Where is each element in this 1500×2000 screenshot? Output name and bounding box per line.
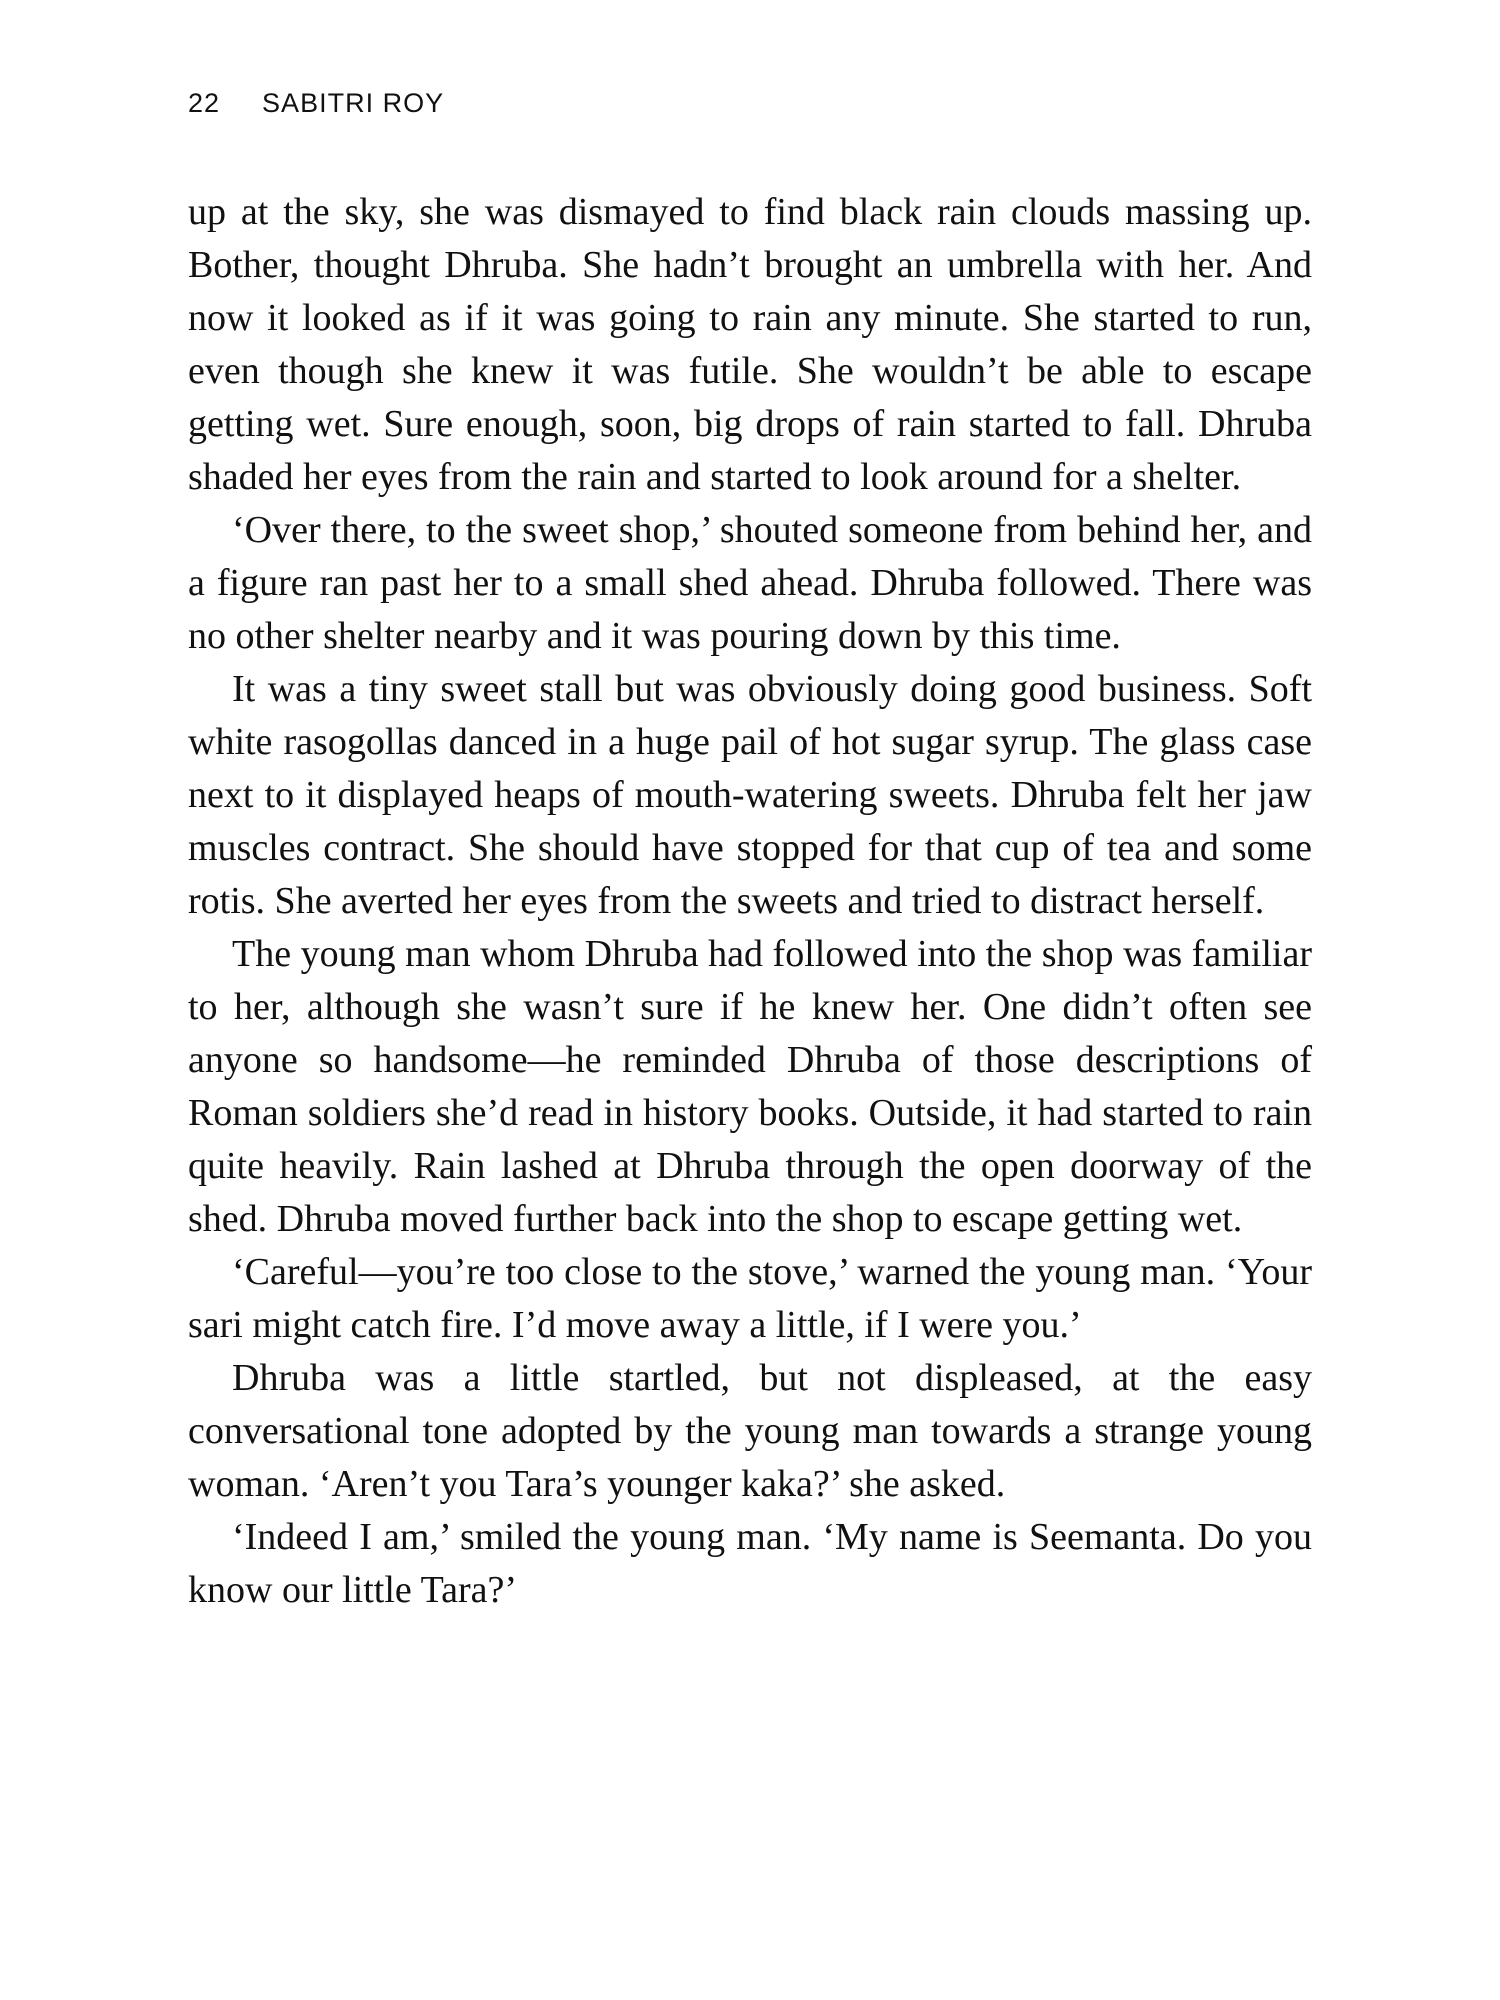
running-head bbox=[188, 88, 444, 119]
body-text bbox=[188, 186, 1312, 1617]
paragraph: The young man whom Dhruba had followed into the shop was familiar to her, although she wasn’t sure if he knew her. One didn’t often see anyone so handsome—he reminded Dhruba of those descriptions of Roman soldiers she’d read in history books. Outside, it had started to rain quite heavily. Rain lashed at Dhruba through the open doorway of the shed. Dhruba moved further back into the shop to escape getting wet. bbox=[188, 933, 1312, 1240]
running-title: SABITRI ROY bbox=[262, 88, 445, 118]
paragraph: Dhruba was a little startled, but not displeased, at the easy conversational tone adopted by the young man towards a strange young woman. ‘Aren’t you Tara’s younger kaka?’ she asked. bbox=[188, 1357, 1312, 1505]
page-number: 22 bbox=[188, 88, 221, 118]
paragraph: ‘Indeed I am,’ smiled the young man. ‘My name is Seemanta. Do you know our little Tara?’ bbox=[188, 1516, 1312, 1611]
paragraph: It was a tiny sweet stall but was obviously doing good business. Soft white rasogollas danced in a huge pail of hot sugar syrup. The glass case next to it displayed heaps of mouth-watering sweets. Dhruba felt her jaw muscles contract. She should have stopped for that cup of tea and some rotis. She averted her eyes from the sweets and tried to distract herself. bbox=[188, 668, 1312, 922]
paragraph: up at the sky, she was dismayed to find black rain clouds massing up. Bother, thought Dhruba. She hadn’t brought an umbrella with her. And now it looked as if it was going to rain any minute. She started to run, even though she knew it was futile. She wouldn’t be able to escape getting wet. Sure enough, soon, big drops of rain started to fall. Dhruba shaded her eyes from the rain and started to look around for a shelter. bbox=[188, 191, 1312, 498]
paragraph: ‘Careful—you’re too close to the stove,’ warned the young man. ‘Your sari might catch fire. I’d move away a little, if I were you.’ bbox=[188, 1251, 1312, 1346]
paragraph: ‘Over there, to the sweet shop,’ shouted someone from behind her, and a figure ran past her to a small shed ahead. Dhruba followed. There was no other shelter nearby and it was pouring down by this time. bbox=[188, 509, 1312, 657]
